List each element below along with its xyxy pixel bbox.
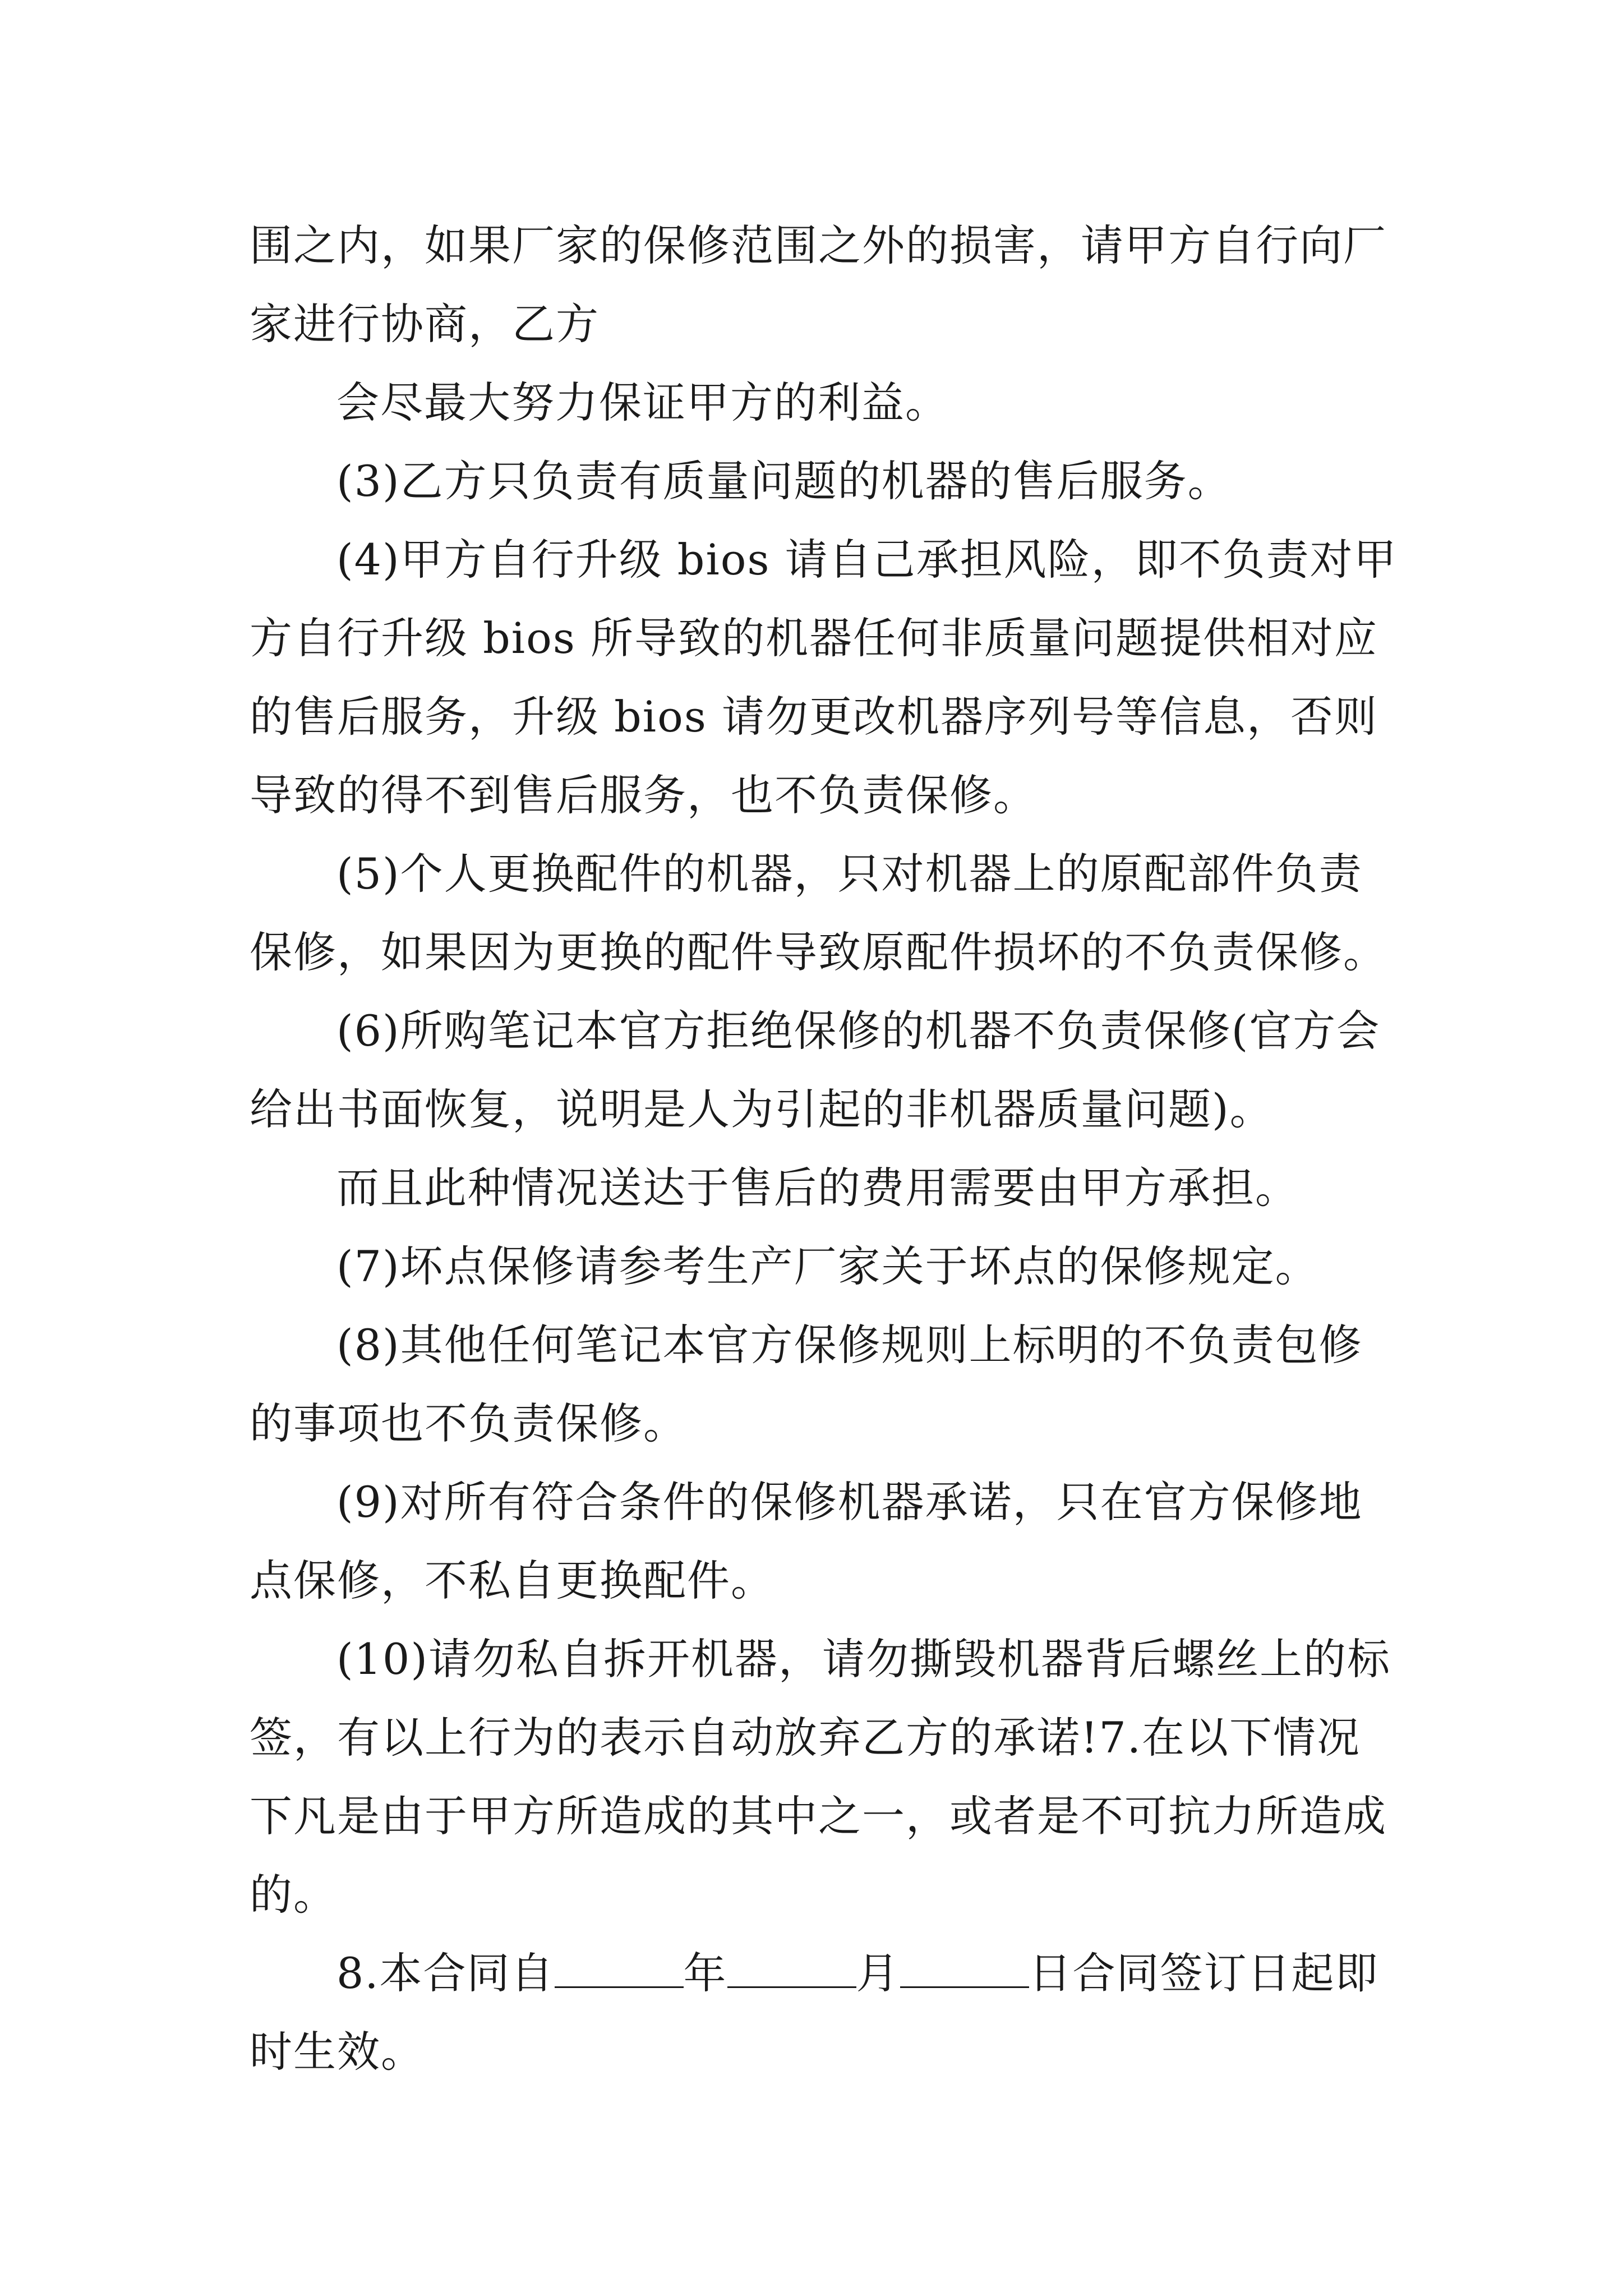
year-label: 年 bbox=[683, 1948, 727, 1998]
date-clause-prefix: 8.本合同自 bbox=[336, 1948, 555, 1998]
day-blank bbox=[900, 1947, 1029, 1988]
date-clause-continuation: 时生效。 bbox=[250, 2027, 425, 2077]
paragraph-line: 而且此种情况送达于售后的费用需要由甲方承担。 bbox=[336, 1163, 1299, 1213]
month-label: 月 bbox=[856, 1948, 900, 1998]
paragraph-line: 方自行升级 bios 所导致的机器任何非质量问题提供相对应 bbox=[250, 613, 1378, 663]
paragraph-line: 家进行协商，乙方 bbox=[250, 299, 600, 349]
paragraph-line: 签，有以上行为的表示自动放弃乙方的承诺!7.在以下情况 bbox=[250, 1713, 1361, 1763]
paragraph-line: 点保修，不私自更换配件。 bbox=[250, 1556, 774, 1605]
date-clause-line bbox=[336, 1945, 1379, 2001]
paragraph-line: (5)个人更换配件的机器，只对机器上的原配部件负责 bbox=[336, 849, 1363, 899]
paragraph-line: 导致的得不到售后服务，也不负责保修。 bbox=[250, 770, 1037, 820]
paragraph-line: 围之内，如果厂家的保修范围之外的损害，请甲方自行向厂 bbox=[250, 220, 1387, 270]
paragraph-line: (10)请勿私自拆开机器，请勿撕毁机器背后螺丝上的标 bbox=[336, 1634, 1391, 1684]
paragraph-line: (3)乙方只负责有质量问题的机器的售后服务。 bbox=[336, 456, 1232, 506]
paragraph-line: (6)所购笔记本官方拒绝保修的机器不负责保修(官方会 bbox=[336, 1006, 1381, 1056]
paragraph-line: (8)其他任何笔记本官方保修规则上标明的不负责包修 bbox=[336, 1320, 1363, 1370]
paragraph-line: (7)坏点保修请参考生产厂家关于坏点的保修规定。 bbox=[336, 1241, 1319, 1291]
month-blank bbox=[727, 1947, 856, 1988]
paragraph-line: (4)甲方自行升级 bios 请自己承担风险，即不负责对甲 bbox=[336, 535, 1398, 585]
paragraph-line: 下凡是由于甲方所造成的其中之一，或者是不可抗力所造成 bbox=[250, 1791, 1387, 1841]
paragraph-line: 的。 bbox=[250, 1870, 337, 1920]
paragraph-line: (9)对所有符合条件的保修机器承诺，只在官方保修地 bbox=[336, 1477, 1363, 1527]
date-clause-suffix: 日合同签订日起即 bbox=[1029, 1948, 1379, 1998]
year-blank bbox=[555, 1947, 684, 1988]
paragraph-line: 给出书面恢复，说明是人为引起的非机器质量问题)。 bbox=[250, 1084, 1274, 1134]
paragraph-line: 保修，如果因为更换的配件导致原配件损坏的不负责保修。 bbox=[250, 927, 1387, 977]
paragraph-line: 的事项也不负责保修。 bbox=[250, 1398, 687, 1448]
paragraph-line: 会尽最大努力保证甲方的利益。 bbox=[336, 378, 949, 427]
paragraph-line: 的售后服务，升级 bios 请勿更改机器序列号等信息，否则 bbox=[250, 692, 1378, 742]
